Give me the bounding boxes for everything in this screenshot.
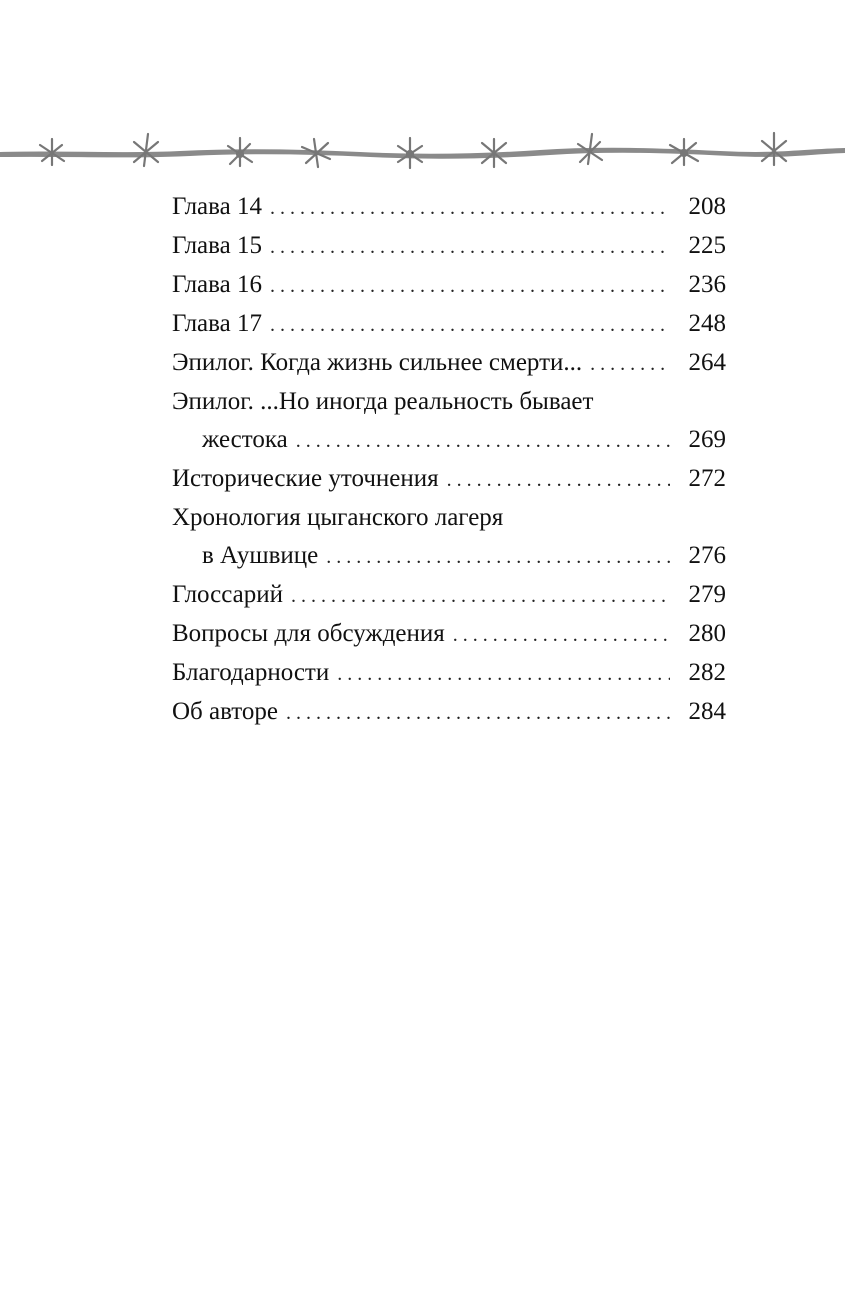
dot-leader <box>326 538 670 576</box>
toc-entry[interactable] <box>172 654 726 692</box>
toc-entry-page: 225 <box>688 232 726 259</box>
dot-leader <box>447 461 670 499</box>
toc-entry-page: 279 <box>688 581 726 608</box>
toc-entry-title: Глава 15 <box>172 232 262 259</box>
dot-leader <box>270 267 670 305</box>
barb-icon <box>134 134 158 166</box>
toc-entry[interactable] <box>172 576 726 614</box>
dot-leader <box>286 694 670 732</box>
toc-entry-title: Благодарности <box>172 659 330 686</box>
barb-icon <box>398 138 422 168</box>
toc-entry-page: 269 <box>688 426 726 453</box>
toc-entry[interactable] <box>172 266 726 304</box>
dot-leader <box>337 655 670 693</box>
toc-entry[interactable] <box>172 615 726 653</box>
barb-icon <box>762 133 786 165</box>
toc-entry-title: Эпилог. Когда жизнь сильнее смерти... <box>172 349 583 376</box>
toc-entry-page: 236 <box>688 271 726 298</box>
toc-entry-page: 276 <box>688 542 726 569</box>
toc-entry-page: 272 <box>688 465 726 492</box>
toc-entry-title: Исторические уточнения <box>172 465 439 492</box>
toc-entry-title: Вопросы для обсуждения <box>172 620 445 647</box>
toc-entry-title: Об авторе <box>172 698 278 725</box>
toc-entry[interactable] <box>172 460 726 498</box>
dot-leader <box>590 345 670 383</box>
toc-entry-title: Глава 17 <box>172 310 262 337</box>
toc-entry[interactable] <box>172 227 726 265</box>
barbed-wire-decoration <box>0 118 845 178</box>
dot-leader <box>453 616 670 654</box>
toc-entry-title: Глава 14 <box>172 193 262 220</box>
toc-entry-page: 280 <box>688 620 726 647</box>
toc-entry-page: 208 <box>688 193 726 220</box>
toc-entry-page: 284 <box>688 698 726 725</box>
toc-entry[interactable] <box>172 499 726 575</box>
toc-entry-page: 248 <box>688 310 726 337</box>
toc-entry-title-continued: жестока <box>202 426 288 453</box>
toc-entry-title: Эпилог. ...Но иногда реальность бывает <box>172 388 594 415</box>
toc-entry[interactable] <box>172 693 726 731</box>
toc-entry-page: 264 <box>688 349 726 376</box>
toc-entry-title-continued: в Аушвице <box>202 542 319 569</box>
toc-entry[interactable] <box>172 305 726 343</box>
toc-entry[interactable] <box>172 344 726 382</box>
dot-leader <box>270 306 670 344</box>
dot-leader <box>270 189 670 227</box>
toc-entry-title: Хронология цыганского лагеря <box>172 504 504 531</box>
dot-leader <box>296 422 670 460</box>
toc-entry-page: 282 <box>688 659 726 686</box>
toc-entry[interactable] <box>172 383 726 459</box>
dot-leader <box>291 577 670 615</box>
toc-entry-title: Глоссарий <box>172 581 284 608</box>
toc-entry[interactable] <box>172 188 726 226</box>
toc-entry-title: Глава 16 <box>172 271 262 298</box>
dot-leader <box>270 228 670 266</box>
table-of-contents <box>172 188 726 732</box>
